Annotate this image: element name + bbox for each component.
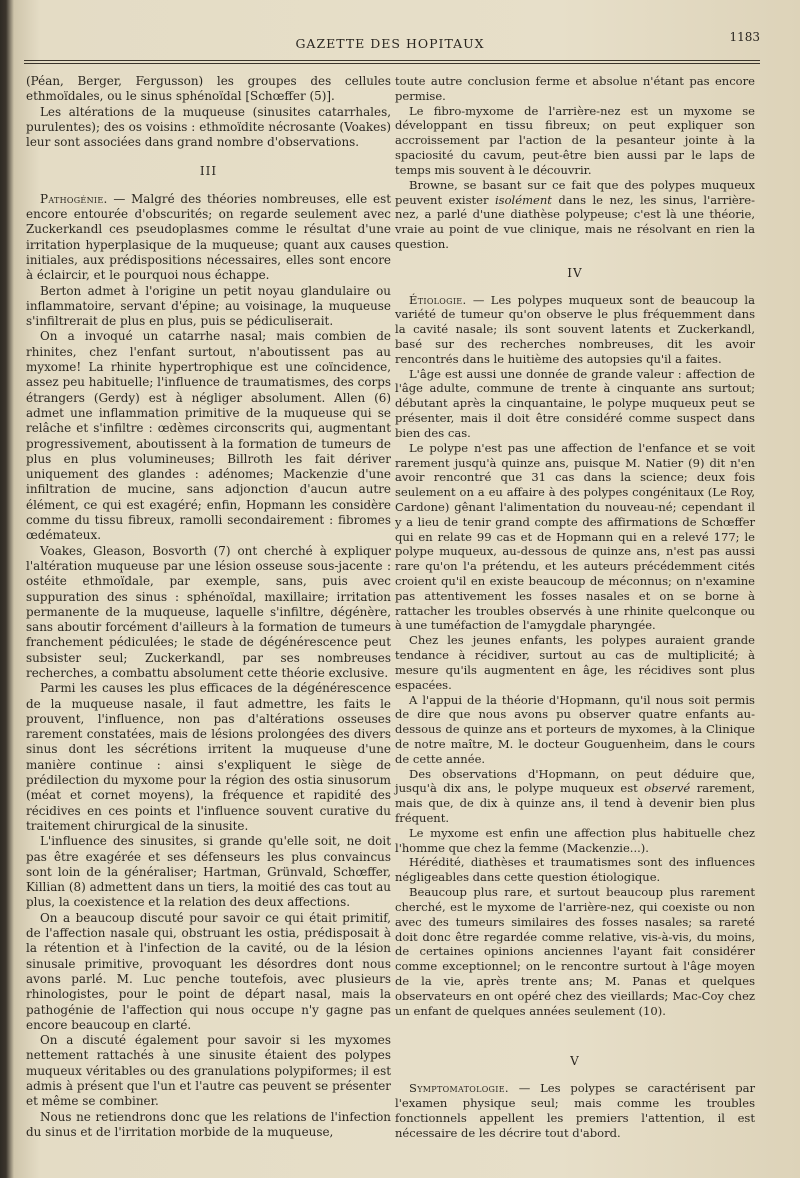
- paragraph: On a beaucoup discuté pour savoir ce qui était primitif, de l'affection nasale qui, obstruant les ostia, prédisposait à la rétention et à l'infection de la cavité, ou de la lésion sinusale primitive, provoquant les désordres dont nous avons parlé. M. Luc penche toutefois, avec plusieurs rhinologistes, pour le point de départ nasal, mais la pathogénie de l'affection qui nous occupe n'y gagne pas encore beaucoup en clarté.: [26, 910, 391, 1032]
- paragraph: Beaucoup plus rare, et surtout beaucoup plus rarement cherché, est le myxome de l'arrière-nez, qui coexiste ou non avec des tumeurs similaires des fosses nasales; sa rareté doit donc être regardée comme relative, vis-à-vis, du moins, de certaines opinions anciennes l'ayant fait considérer comme exceptionnel; on le rencontre surtout à l'âge moyen de la vie, après trente ans; M. Panas et quelques observateurs en ont opéré chez des vieillards; Mac-Coy chez un enfant de quelques années seulement (10).: [395, 885, 755, 1018]
- paragraph: Les altérations de la muqueuse (sinusites catarrhales, purulentes); des os voisins : ethmoïdite nécrosante (Voakes) leur sont associées dans grand nombre d'observations.: [26, 104, 391, 150]
- paragraph-text: — Les polypes se caractérisent par l'examen physique seul; mais comme les troubles fonctionnels appellent les premiers l'attention, il est nécessaire de les décrire tout d'abord.: [395, 1081, 755, 1140]
- italic-word: observé: [644, 781, 691, 796]
- paragraph: Voakes, Gleason, Bosvorth (7) ont cherché à expliquer l'altération muqueuse par une lésion osseuse sous-jacente : ostéite ethmoïdale, par exemple, sans, puis avec suppuration des sinus : sphénoïdal, maxillaire; irritation permanente de la muqueuse, laquelle s'infiltre, dégénère, sans aboutir forcément d'ailleurs à la formation de tumeurs franchement pédiculées; le stade de dégénérescence peut subsister seul; Zuckerkandl, par ses nombreuses recherches, a combattu absolument cette théorie exclusive.: [26, 543, 391, 680]
- paragraph-text: dans le nez, les sinus, l'arrière-nez, a parlé d'une diathèse polypeuse; c'est là une théorie, vraie au point de vue clinique, mais ne résolvant en rien la question.: [395, 192, 755, 251]
- paragraph: L'âge est aussi une donnée de grande valeur : affection de l'âge adulte, commune de trente à cinquante ans surtout; débutant après la cinquantaine, le polype muqueux peut se présenter, mais il doit être considéré comme suspect dans bien des cas.: [395, 366, 755, 440]
- page-number: 1183: [729, 30, 760, 44]
- paragraph-hopmann: [395, 767, 755, 826]
- paragraph-text: — Les polypes muqueux sont de beaucoup la variété de tumeur qu'on observe le plus fréquemment dans la cavité nasale; ils sont souvent latents et Zuckerkandl, basé sur des recherches nombreuses, dit les avoir rencontrés dans le huitième des autopsies qu'il a faites.: [395, 292, 755, 366]
- paragraph: On a invoqué un catarrhe nasal; mais combien de rhinites, chez l'enfant surtout, n'aboutissent pas au myxome! La rhinite hypertrophique est une coïncidence, assez peu habituelle; l'influence de traumatismes, des corps étrangers (Gerdy) est à négliger absolument. Allen (6) admet une inflammation primitive de la muqueuse qui se relâche et s'infiltre : œdèmes circonscrits qui, augmentant progressivement, aboutissent à la formation de tumeurs de plus en plus volumineuses; Billroth les fait dériver uniquement des glandes : adénomes; Mackenzie d'une infiltration de mucine, sans adjonction d'aucun autre élément, ce qui est exagéré; enfin, Hopmann les considère comme du tissu fibreux, ramolli secondairement : fibromes œdémateux.: [26, 329, 391, 543]
- right-column: [395, 74, 755, 1140]
- section-heading: IV: [567, 265, 583, 280]
- header-rule: [24, 60, 760, 61]
- paragraph: Chez les jeunes enfants, les polypes auraient grande tendance à récidiver, surtout au cas de multiplicité; à mesure qu'ils augmentent en âge, les récidives sont plus espacées.: [395, 633, 755, 692]
- paragraph-text: Browne, se basant sur ce fait que des polypes muqueux peuvent exister: [395, 177, 755, 207]
- header-rule-second: [24, 63, 760, 64]
- paragraph-pathogenie: [26, 192, 391, 284]
- paragraph-browne: [395, 178, 755, 252]
- paragraph-text: — Malgré des théories nombreuses, elle est encore entourée d'obscurités; on regarde seulement avec Zuckerkandl ces pseudoplasmes comme le résultat d'une irritation hyperplasique de la muqueuse; quant aux causes initiales, aux prédispositions nécessaires, elles sont encore à éclaircir, et le pourquoi nous échappe.: [26, 191, 391, 283]
- italic-word: isolément: [494, 192, 552, 207]
- paragraph-symptomatologie: [395, 1081, 755, 1140]
- spacer: [395, 1018, 755, 1040]
- paragraph: Le myxome est enfin une affection plus habituelle chez l'homme que chez la femme (Mackenzie...).: [395, 825, 755, 855]
- paragraph-heading: Symptomatologie.: [409, 1081, 509, 1096]
- paragraph: Le polype n'est pas une affection de l'enfance et se voit rarement jusqu'à quinze ans, puisque M. Natier (9) dit n'en avoir rencontré que 31 cas dans la science; deux fois seulement on a eu affaire à des polypes congénitaux (Le Roy, Cardone) gênant l'alimentation du nouveau-né; cependant il y a lieu de tenir grand compte des affirmations de Schœffer qui en relate 99 cas et de Hopmann qui en a relevé 177; le polype muqueux, au-dessous de quinze ans, n'est pas aussi rare qu'on l'a prétendu, et les auteurs précédemment cités croient qu'il en existe beaucoup de méconnus; on n'examine pas attentivement les fosses nasales et on se borne à rattacher les troubles observés à une rhinite quelconque ou à une tuméfaction de l'amygdale pharyngée.: [395, 440, 755, 633]
- paragraph: A l'appui de la théorie d'Hopmann, qu'il nous soit permis de dire que nous avons pu observer quatre enfants au-dessous de quinze ans et porteurs de myxomes, à la Clinique de notre maître, M. le docteur Gouguenheim, dans le cours de cette année.: [395, 692, 755, 766]
- paragraph-text: rarement, mais que, de dix à quinze ans, il tend à devenir bien plus fréquent.: [395, 781, 755, 825]
- paragraph-text: Des observations d'Hopmann, on peut déduire que, jusqu'à dix ans, le polype muqueux est: [395, 766, 755, 796]
- paragraph: Nous ne retiendrons donc que les relations de l'infection du sinus et de l'irritation morbide de la muqueuse,: [26, 1109, 391, 1139]
- page-header: [20, 30, 760, 56]
- paragraph: Berton admet à l'origine un petit noyau glandulaire ou inflammatoire, servant d'épine; au voisinage, la muqueuse s'infiltrerait de plus en plus, puis se pédiculiserait.: [26, 283, 391, 329]
- paragraph: Parmi les causes les plus efficaces de la dégénérescence de la muqueuse nasale, il faut admettre, les faits le prouvent, l'influence, non pas d'altérations osseuses rarement constatées, mais de lésions prolongées des divers sinus dont les sécrétions irritent la muqueuse d'une manière continue : ainsi s'expliquent le siège de prédilection du myxome pour la région des ostia sinusorum (méat et cornet moyens), la fréquence et rapidité des récidives en ces points et l'influence souvent curative du traitement chirurgical de la sinusite.: [26, 681, 391, 833]
- paragraph: On a discuté également pour savoir si les myxomes nettement rattachés à une sinusite étaient des polypes muqueux véritables ou des granulations polypiformes; il est admis à présent que l'un et l'autre cas peuvent se présenter et même se combiner.: [26, 1033, 391, 1109]
- paragraph: (Péan, Berger, Fergusson) les groupes des cellules ethmoïdales, ou le sinus sphénoïdal [Schœffer (5)].: [26, 74, 391, 104]
- paragraph-heading: Pathogénie.: [40, 191, 108, 206]
- paragraph-heading: Étiologie.: [409, 292, 467, 307]
- paragraph: toute autre conclusion ferme et absolue n'étant pas encore permise.: [395, 74, 755, 103]
- paragraph: Le fibro-myxome de l'arrière-nez est un myxome se développant en tissu fibreux; on peut expliquer son accroissement par l'action de la pesanteur jointe à la spaciosité du cavum, peut-être bien aussi par le laps de temps mis souvent à le découvrir.: [395, 103, 755, 177]
- section-heading: V: [570, 1054, 580, 1069]
- paragraph-etiologie: [395, 293, 755, 367]
- section-heading: III: [199, 164, 218, 179]
- paragraph: L'influence des sinusites, si grande qu'elle soit, ne doit pas être exagérée et ses défenseurs les plus convaincus sont loin de la généraliser; Hartman, Grünvald, Schœffer, Killian (8) admettent dans un tiers, la moitié des cas tout au plus, la coexistence et la relation des deux affections.: [26, 834, 391, 910]
- left-column: [26, 74, 391, 1140]
- running-title: GAZETTE DES HOPITAUX: [295, 36, 485, 51]
- paragraph: Hérédité, diathèses et traumatismes sont des influences négligeables dans cette question étiologique.: [395, 855, 755, 885]
